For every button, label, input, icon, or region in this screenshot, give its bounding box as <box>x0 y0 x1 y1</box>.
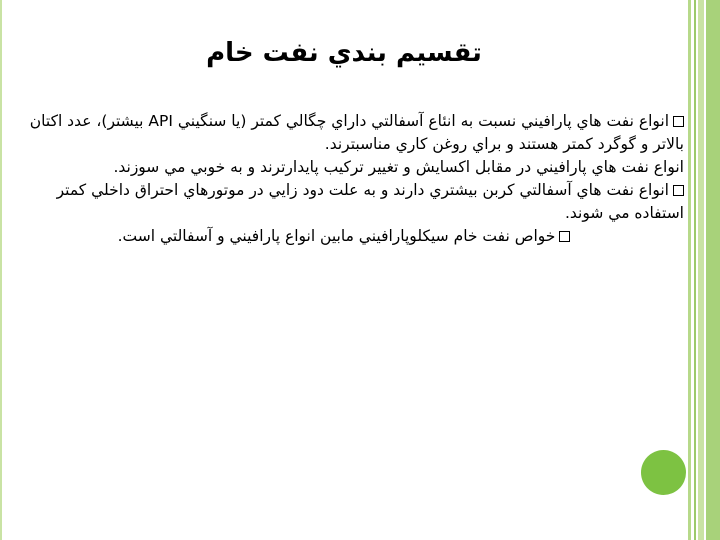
bullet-item-4 <box>4 225 684 248</box>
paragraph-item-2 <box>4 156 684 179</box>
slide-title: تقسيم بندي نفت خام <box>206 38 482 68</box>
green-circle-decoration <box>641 450 686 495</box>
left-border-line <box>0 0 2 540</box>
right-border-line-2 <box>694 0 696 540</box>
right-border-line-1 <box>688 0 691 540</box>
bullet-item-1 <box>4 110 684 156</box>
checkbox-bullet-icon <box>673 116 684 127</box>
bullet-text-4: خواص نفت خام سيكلوپارافيني مابين انواع پارافيني و آسفالتي است. <box>117 227 556 245</box>
bullet-text-3: انواع نفت هاي آسفالتي كربن بيشتري دارند و به علت دود زايي در موتورهاي احتراق داخلي كمتر استفاده مي شوند. <box>56 181 684 222</box>
right-border-band <box>706 0 720 540</box>
right-border-line-3 <box>698 0 704 540</box>
bullet-text-2: انواع نفت هاي پارافيني در مقابل اكسايش و تغيير تركيب پايدارترند و به خوبي مي سوزند. <box>113 158 684 176</box>
bullet-text-1: انواع نفت هاي پارافيني نسبت به انئاع آسفالتي داراي چگالي كمتر (يا سنگيني API بيشتر)، عدد اكتان بالاتر و گوگرد كمتر هستند و براي روغن كاري مناسبترند. <box>29 112 684 153</box>
slide-content <box>4 110 684 248</box>
checkbox-bullet-icon <box>673 185 684 196</box>
bullet-item-3 <box>4 179 684 225</box>
checkbox-bullet-icon <box>559 231 570 242</box>
